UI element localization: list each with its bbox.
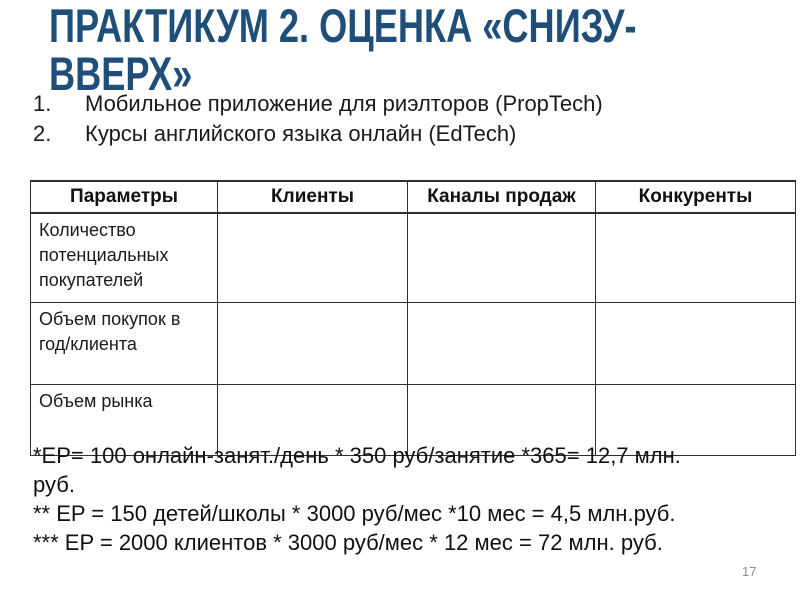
footnote-line: ** EP = 150 детей/школы * 3000 руб/мес *10 мес = 4,5 млн.руб. bbox=[33, 501, 676, 526]
column-header-sales-channels: Каналы продаж bbox=[408, 181, 596, 213]
row-label-cell: Количество потенциальных покупателей bbox=[31, 213, 218, 303]
list-item-text: Курсы английского языка онлайн (EdTech) bbox=[85, 121, 517, 146]
evaluation-table bbox=[30, 180, 796, 456]
page-title-line-2: ВВЕРХ» bbox=[49, 47, 193, 100]
footnotes bbox=[33, 441, 681, 557]
row-label-cell: Объем покупок в год/клиента bbox=[31, 303, 218, 385]
footnote-line: *EP= 100 онлайн-занят./день * 350 руб/занятие *365= 12,7 млн. bbox=[33, 443, 681, 468]
page-number: 17 bbox=[742, 564, 757, 579]
page-title-line-1: ПРАКТИКУМ 2. ОЦЕНКА «СНИЗУ- bbox=[49, 0, 637, 52]
list-item bbox=[33, 119, 603, 149]
column-header-competitors: Конкуренты bbox=[596, 181, 796, 213]
empty-cell bbox=[596, 213, 796, 303]
empty-cell bbox=[408, 303, 596, 385]
list-item-text: Мобильное приложение для риэлторов (PropTech) bbox=[85, 91, 603, 116]
column-header-parameters: Параметры bbox=[31, 181, 218, 213]
list-item-number: 1. bbox=[33, 91, 52, 116]
footnote-line: руб. bbox=[33, 472, 75, 497]
empty-cell bbox=[408, 213, 596, 303]
empty-cell bbox=[218, 213, 408, 303]
table-row bbox=[31, 303, 796, 385]
footnote-line: *** EP = 2000 клиентов * 3000 руб/мес * 12 мес = 72 млн. руб. bbox=[33, 530, 663, 555]
empty-cell bbox=[596, 303, 796, 385]
list-item bbox=[33, 89, 603, 119]
table-header-row bbox=[31, 181, 796, 213]
empty-cell bbox=[218, 303, 408, 385]
page-title bbox=[49, 2, 637, 98]
row-label-cell: Объем рынка bbox=[31, 385, 218, 456]
numbered-list bbox=[33, 89, 603, 149]
table-row bbox=[31, 213, 796, 303]
column-header-clients: Клиенты bbox=[218, 181, 408, 213]
list-item-number: 2. bbox=[33, 121, 52, 146]
